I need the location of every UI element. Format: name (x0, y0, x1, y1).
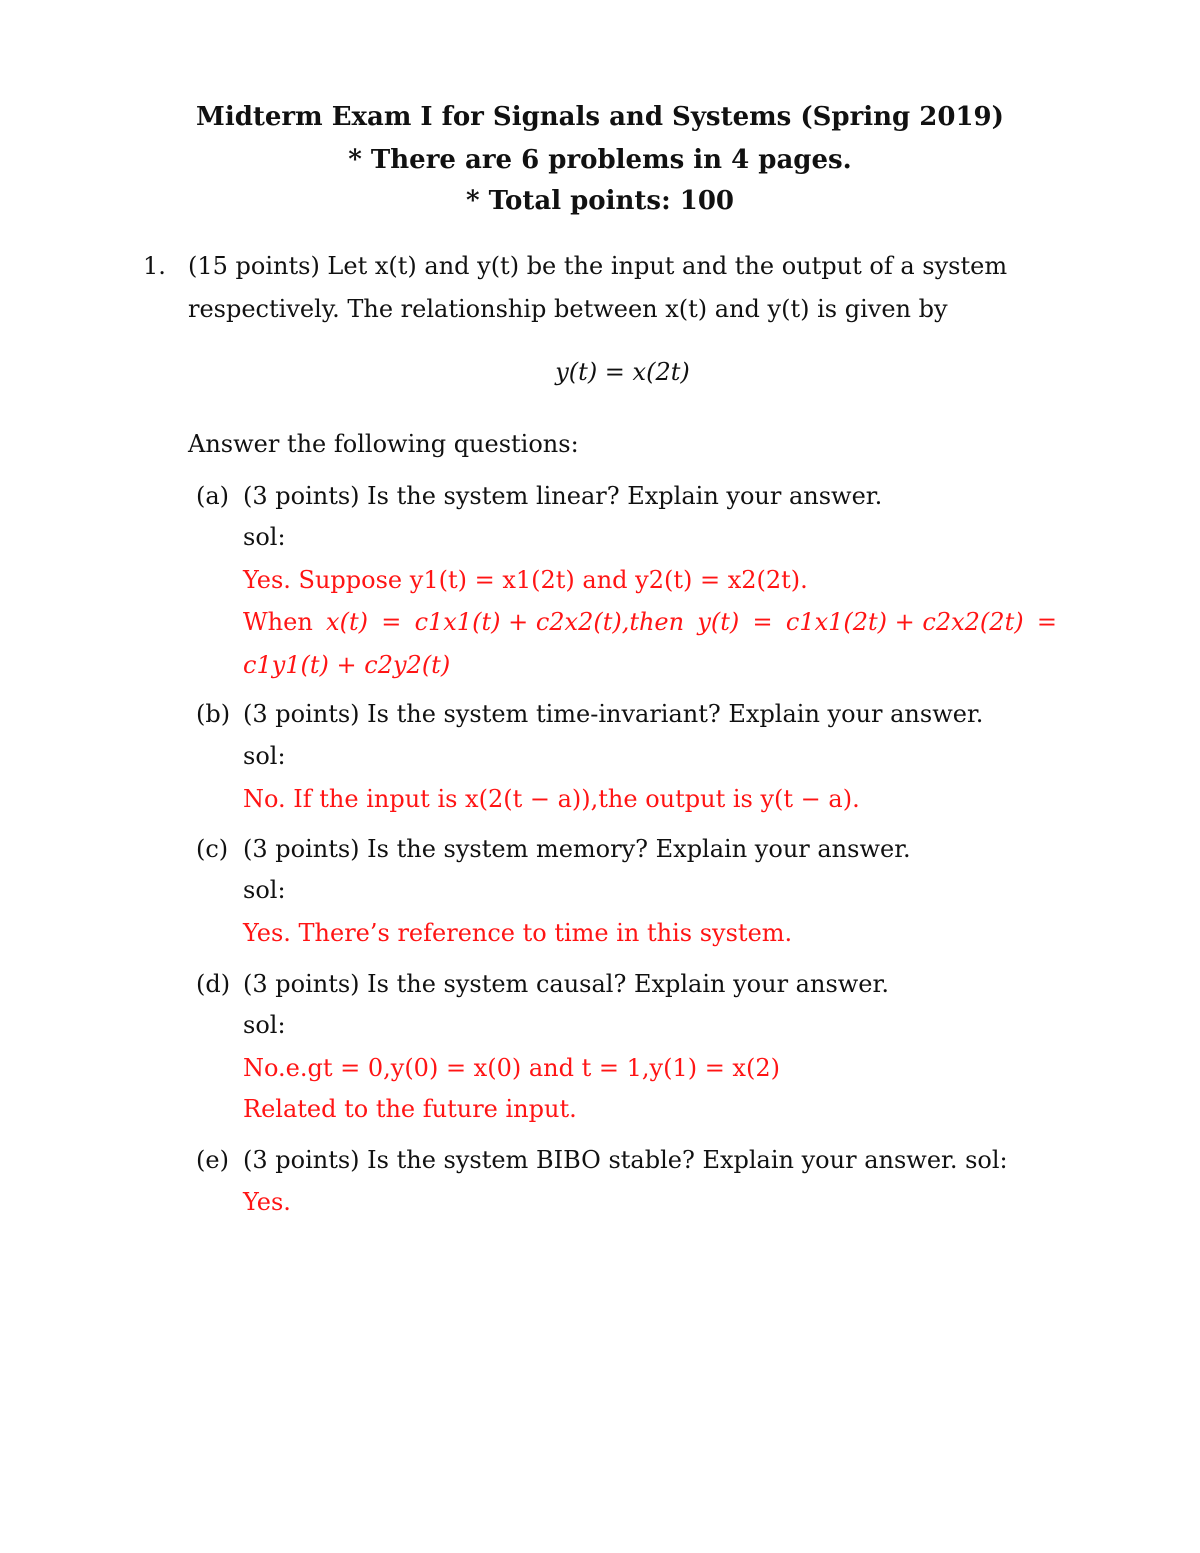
answer-expr-xt: x(t) (326, 608, 368, 636)
part-b-label: (b) (196, 700, 231, 728)
part-d-label: (d) (196, 970, 231, 998)
part-a-answer-line2 (243, 606, 1057, 638)
part-a-answer-line3: c1y1(t) + c2y2(t) (243, 651, 451, 679)
part-a-sol-label: sol: (243, 523, 286, 551)
problem-intro-line1: (15 points) Let x(t) and y(t) be the input and the output of a system (188, 252, 1008, 280)
part-d-sol-label: sol: (243, 1011, 286, 1039)
part-e-question: (3 points) Is the system BIBO stable? Explain your answer. sol: (243, 1146, 1008, 1174)
part-e-label: (e) (196, 1146, 229, 1174)
answer-equals-1: = (381, 608, 402, 636)
exam-title: Midterm Exam I for Signals and Systems (Spring 2019) (196, 102, 1004, 132)
part-a-label: (a) (196, 482, 230, 510)
part-d-answer-line1: No.e.gt = 0,y(0) = x(0) and t = 1,y(1) = x(2) (243, 1054, 780, 1082)
system-equation-text: y(t) = x(2t) (555, 358, 690, 386)
answer-expr-input-combo: c1x1(t) + c2x2(t),then (414, 608, 685, 636)
part-b-sol-label: sol: (243, 742, 286, 770)
part-e-answer-line1: Yes. (243, 1188, 291, 1216)
answer-expr-output-combo: c1x1(2t) + c2x2(2t) (785, 608, 1024, 636)
part-b-question: (3 points) Is the system time-invariant? Explain your answer. (243, 700, 984, 728)
part-c-sol-label: sol: (243, 876, 286, 904)
problem-number: 1. (143, 252, 166, 280)
answer-equals-3: = (1036, 608, 1057, 636)
total-points-note: * Total points: 100 (465, 186, 734, 216)
part-c-label: (c) (196, 835, 229, 863)
answer-expr-yt: y(t) (697, 608, 740, 636)
problem-intro-line2: respectively. The relationship between x(t) and y(t) is given by (188, 295, 948, 323)
part-d-answer-line2: Related to the future input. (243, 1095, 577, 1123)
part-c-question: (3 points) Is the system memory? Explain your answer. (243, 835, 911, 863)
answer-equals-2: = (752, 608, 773, 636)
part-a-question: (3 points) Is the system linear? Explain your answer. (243, 482, 883, 510)
problem-count-note: * There are 6 problems in 4 pages. (348, 145, 852, 175)
part-c-answer-line1: Yes. There’s reference to time in this system. (243, 919, 793, 947)
part-d-question: (3 points) Is the system causal? Explain your answer. (243, 970, 889, 998)
part-a-answer-line1: Yes. Suppose y1(t) = x1(2t) and y2(t) = x2(2t). (243, 566, 808, 594)
questions-prompt: Answer the following questions: (188, 430, 579, 458)
answer-word-when: When (243, 608, 313, 636)
system-equation (0, 356, 1200, 388)
part-b-answer-line1: No. If the input is x(2(t − a)),the output is y(t − a). (243, 785, 860, 813)
